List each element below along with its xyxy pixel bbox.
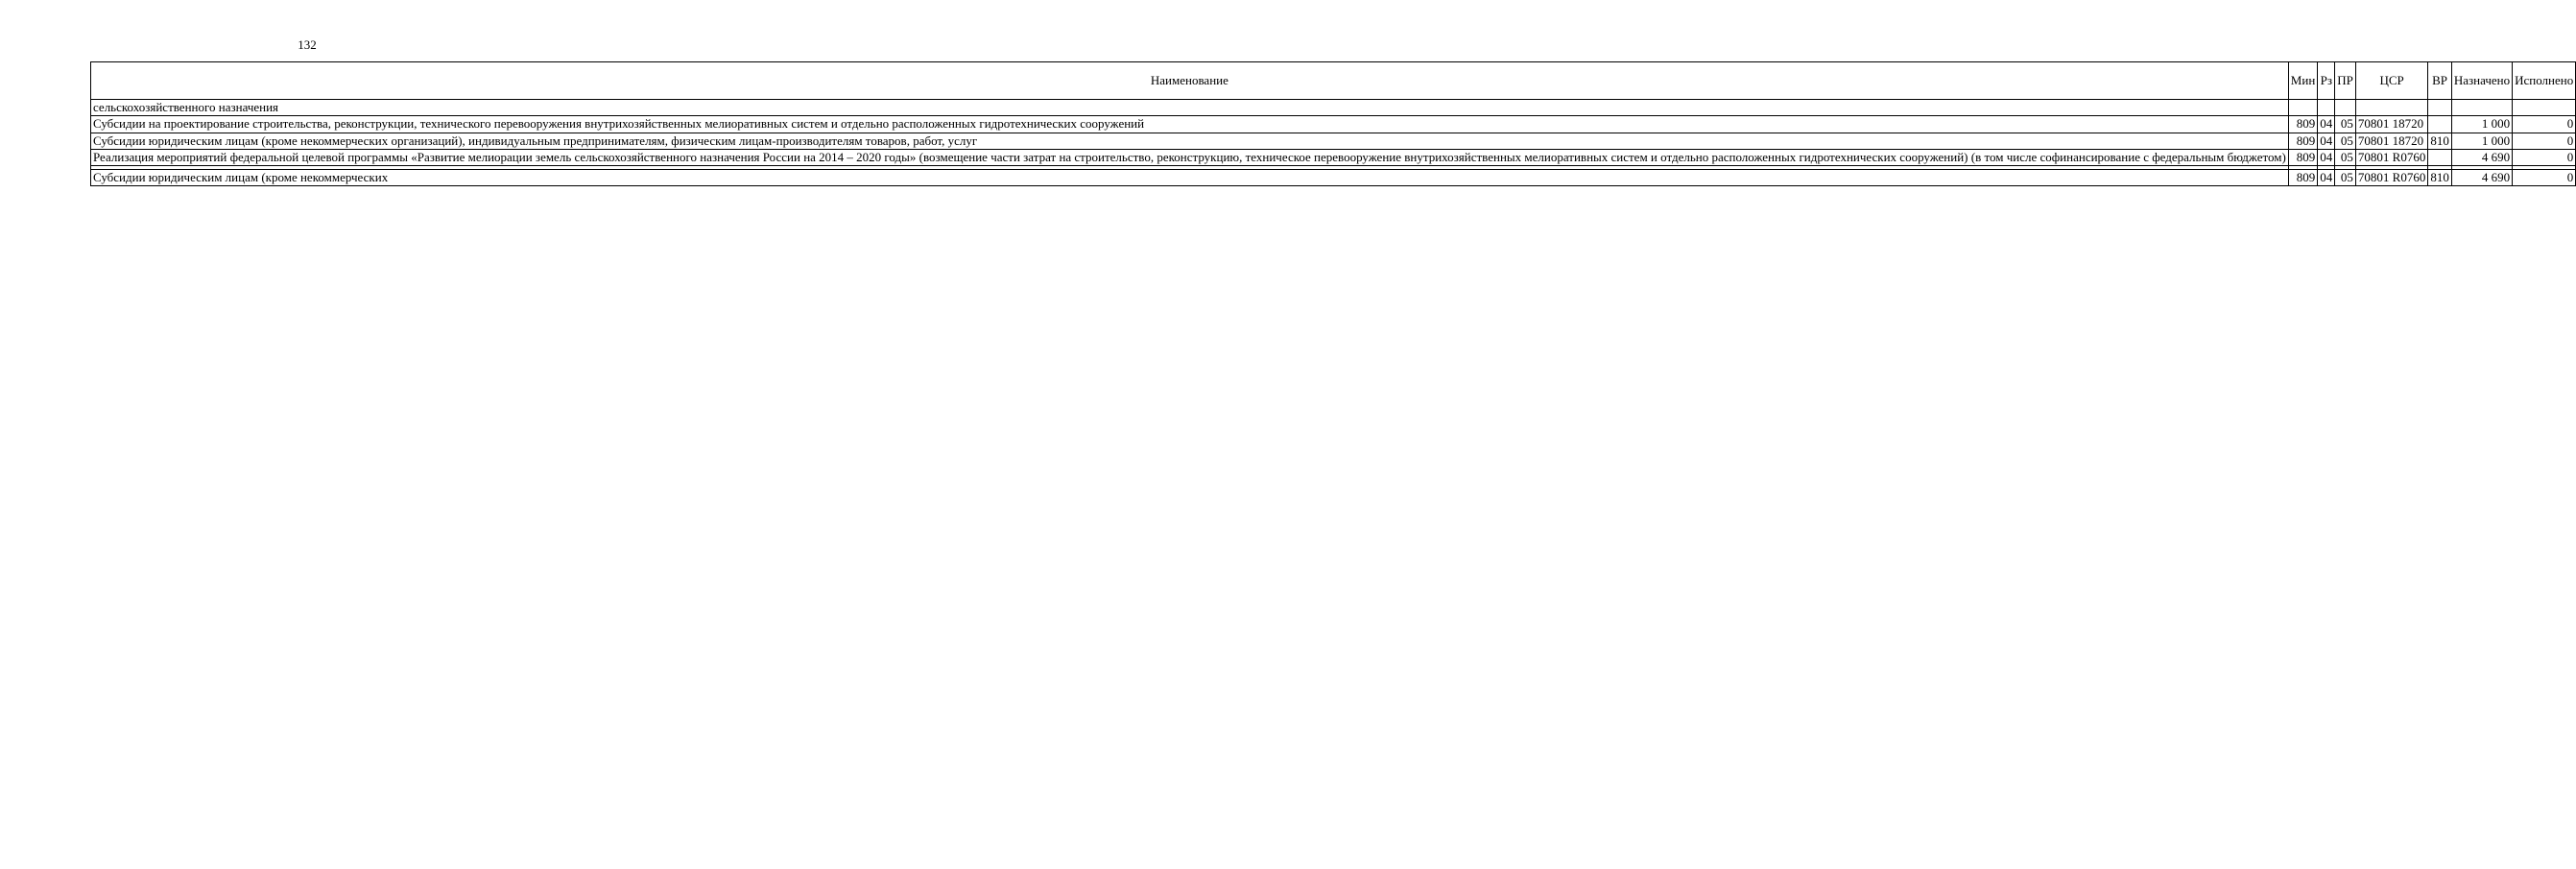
- row-csr: 70801 18720: [2355, 133, 2427, 149]
- row-vr: [2428, 100, 2452, 116]
- row-min: 809: [2288, 116, 2317, 133]
- row-min: 809: [2288, 149, 2317, 165]
- row-pr: 05: [2335, 116, 2356, 133]
- row-csr: 70801 R0760: [2355, 149, 2427, 165]
- row-executed: [2513, 100, 2576, 116]
- row-executed: 0: [2513, 149, 2576, 165]
- table-header-row: [91, 62, 2576, 100]
- row-name: Субсидии юридическим лицам (кроме некоммерческих: [91, 170, 2289, 186]
- header-name: Наименование: [91, 62, 2289, 100]
- row-csr: [2355, 100, 2427, 116]
- row-assigned: [2451, 100, 2512, 116]
- budget-table: [90, 61, 2576, 186]
- row-executed: 0: [2513, 170, 2576, 186]
- row-vr: 810: [2428, 170, 2452, 186]
- row-assigned: 4 690: [2451, 170, 2512, 186]
- row-name: Субсидии юридическим лицам (кроме некоммерческих организаций), индивидуальным предпринимателям, физическим лицам-производителям товаров, работ, услуг: [91, 133, 2289, 149]
- row-pr: [2335, 100, 2356, 116]
- row-vr: [2428, 149, 2452, 165]
- row-assigned: 1 000: [2451, 133, 2512, 149]
- row-min: [2288, 100, 2317, 116]
- row-rz: 04: [2318, 149, 2335, 165]
- row-pr: 05: [2335, 149, 2356, 165]
- row-pr: 05: [2335, 133, 2356, 149]
- row-rz: 04: [2318, 133, 2335, 149]
- header-pr: ПР: [2335, 62, 2356, 100]
- page-number: 132: [298, 37, 317, 52]
- row-csr: 70801 R0760: [2355, 170, 2427, 186]
- row-executed: 0: [2513, 116, 2576, 133]
- row-vr: 810: [2428, 133, 2452, 149]
- table-row: [91, 149, 2576, 165]
- table-row: [91, 100, 2576, 116]
- row-rz: 04: [2318, 116, 2335, 133]
- row-name: Субсидии на проектирование строительства, реконструкции, технического перевооружения внутрихозяйственных мелиоративных систем и отдельно расположенных гидротехнических сооружений: [91, 116, 2289, 133]
- row-vr: [2428, 116, 2452, 133]
- row-min: 809: [2288, 170, 2317, 186]
- row-min: 809: [2288, 133, 2317, 149]
- table-row: [91, 116, 2576, 133]
- header-csr: ЦСР: [2355, 62, 2427, 100]
- table-row: [91, 170, 2576, 186]
- header-executed: Исполнено: [2513, 62, 2576, 100]
- row-csr: 70801 18720: [2355, 116, 2427, 133]
- row-name: сельскохозяйственного назначения: [91, 100, 2289, 116]
- row-assigned: 4 690: [2451, 149, 2512, 165]
- row-rz: [2318, 100, 2335, 116]
- row-rz: 04: [2318, 170, 2335, 186]
- row-pr: 05: [2335, 170, 2356, 186]
- row-assigned: 1 000: [2451, 116, 2512, 133]
- table-row: [91, 133, 2576, 149]
- header-rz: Рз: [2318, 62, 2335, 100]
- row-name: Реализация мероприятий федеральной целевой программы «Развитие мелиорации земель сельскохозяйственного назначения России на 2014 – 2020 годы» (возмещение части затрат на строительство, реконструкцию, техническое перевооружение внутрихозяйственных мелиоративных систем и отдельно расположенных гидротехнических сооружений) (в том числе софинансирование с федеральным бюджетом): [91, 149, 2289, 165]
- row-executed: 0: [2513, 133, 2576, 149]
- header-vr: ВР: [2428, 62, 2452, 100]
- header-min: Мин: [2288, 62, 2317, 100]
- header-assigned: Назначено: [2451, 62, 2512, 100]
